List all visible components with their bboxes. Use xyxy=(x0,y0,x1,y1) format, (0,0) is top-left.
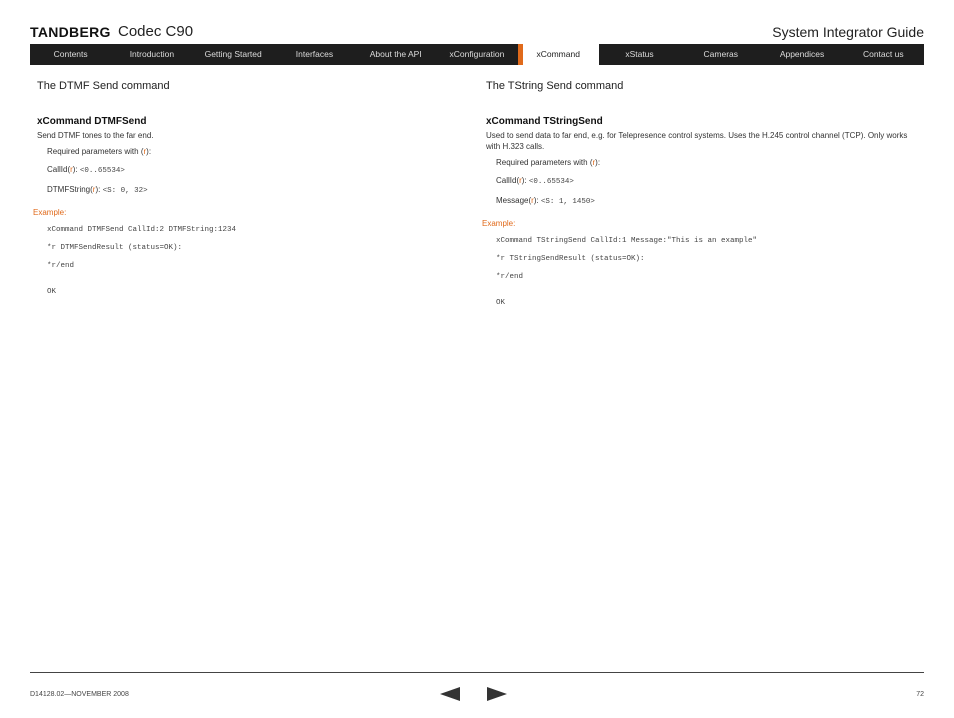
command-description: Used to send data to far end, e.g. for Telepresence control systems. Uses the H.245 control channel (TCP). Only works with H.323 calls. xyxy=(486,131,908,151)
param-dtmfstring: DTMFString(r): <S: 0, 32> xyxy=(47,185,148,195)
guide-title: System Integrator Guide xyxy=(772,24,924,40)
nav-item-xconfiguration[interactable]: xConfiguration xyxy=(449,49,505,59)
nav-item-xcommand[interactable]: xCommand xyxy=(518,44,599,65)
section-title: The TString Send command xyxy=(486,80,624,92)
nav-item-introduction[interactable]: Introduction xyxy=(129,49,175,59)
example-line: *r DTMFSendResult (status=OK): xyxy=(47,244,183,252)
page-header xyxy=(30,22,924,44)
required-params-note: Required parameters with (r): xyxy=(47,147,152,156)
nav-item-cameras[interactable]: Cameras xyxy=(703,49,738,59)
nav-item-xstatus[interactable]: xStatus xyxy=(625,49,654,59)
command-title: xCommand TStringSend xyxy=(486,116,603,127)
command-description: Send DTMF tones to the far end. xyxy=(37,131,154,140)
brand-logo: TANDBERG xyxy=(30,24,111,40)
nav-item-contents[interactable]: Contents xyxy=(53,49,88,59)
required-params-note: Required parameters with (r): xyxy=(496,158,601,167)
example-line: *r TStringSendResult (status=OK): xyxy=(496,255,645,263)
example-line: *r/end xyxy=(47,262,75,270)
previous-page-icon[interactable] xyxy=(440,687,460,701)
tstring-send-section xyxy=(482,80,916,317)
example-line: *r/end xyxy=(496,273,524,281)
footer-divider xyxy=(30,672,924,673)
nav-item-contact[interactable]: Contact us xyxy=(862,49,904,59)
example-line: OK xyxy=(496,299,506,307)
dtmf-send-section xyxy=(33,80,437,306)
nav-item-interfaces[interactable]: Interfaces xyxy=(295,49,334,59)
nav-item-about-api[interactable]: About the API xyxy=(369,49,422,59)
nav-item-appendices[interactable]: Appendices xyxy=(779,49,825,59)
document-id: D14128.02—NOVEMBER 2008 xyxy=(30,691,129,698)
nav-item-getting-started[interactable]: Getting Started xyxy=(204,49,262,59)
section-title: The DTMF Send command xyxy=(37,80,170,92)
example-label: Example: xyxy=(33,208,67,217)
next-page-icon[interactable] xyxy=(487,687,507,701)
param-callid: CallId(r): <0..65534> xyxy=(47,165,125,175)
example-line: xCommand DTMFSend CallId:2 DTMFString:1234 xyxy=(47,226,237,234)
param-message: Message(r): <S: 1, 1450> xyxy=(496,196,595,206)
example-label: Example: xyxy=(482,219,516,228)
example-line: xCommand TStringSend CallId:1 Message:"This is an example" xyxy=(496,237,758,245)
product-name: Codec C90 xyxy=(118,23,194,40)
example-line: OK xyxy=(47,288,57,296)
top-nav xyxy=(30,44,924,65)
command-title: xCommand DTMFSend xyxy=(37,116,147,127)
page-number: 72 xyxy=(916,691,924,698)
param-callid: CallId(r): <0..65534> xyxy=(496,176,574,186)
